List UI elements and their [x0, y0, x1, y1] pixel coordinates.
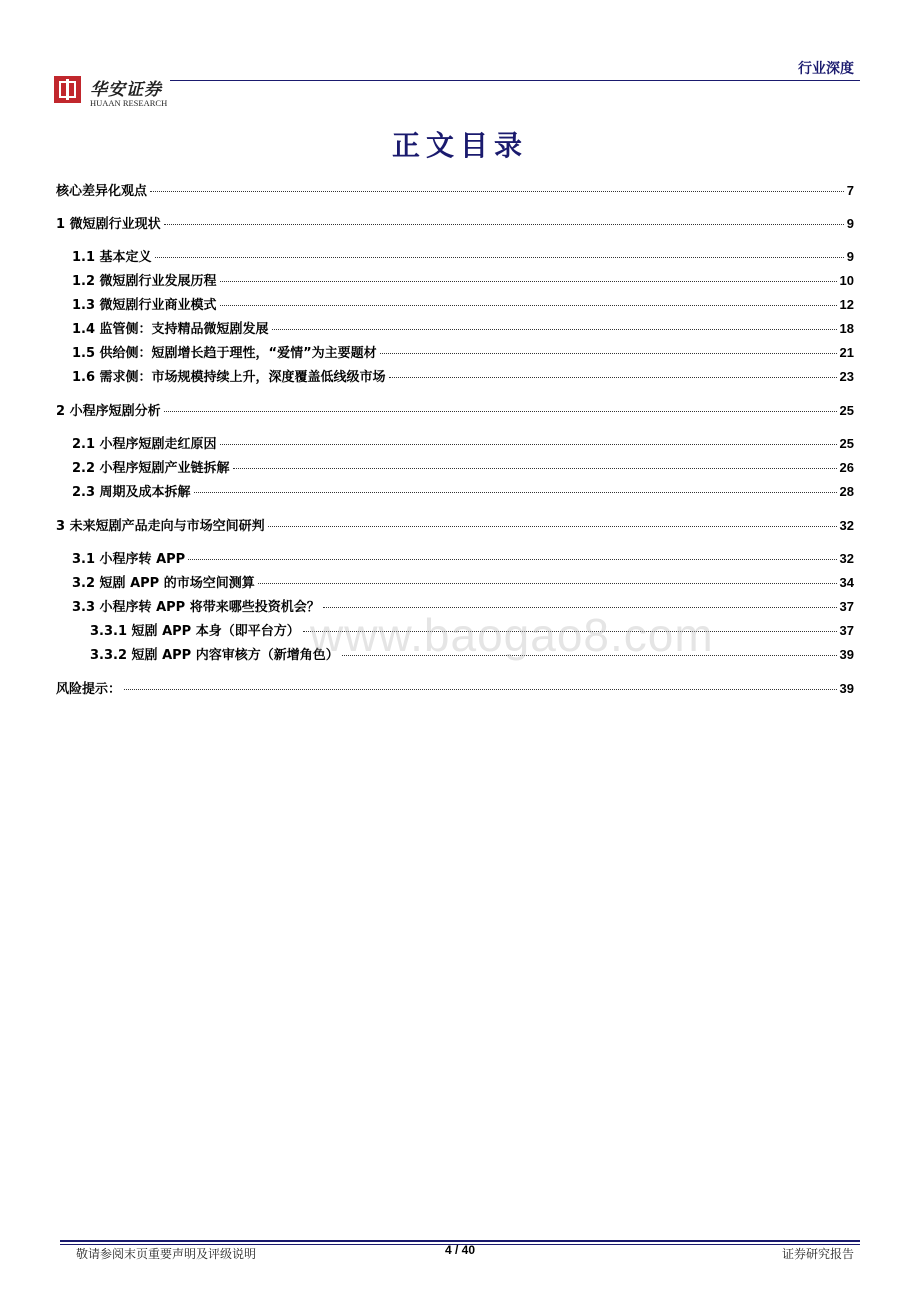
footer-report-label: 证券研究报告 — [781, 1247, 854, 1261]
toc-leader-dots — [220, 281, 837, 282]
toc-leader-dots — [124, 689, 837, 690]
toc-entry-page: 32 — [839, 518, 854, 533]
toc-entry-label: 3.3.1 短剧 APP 本身（即平台方） — [90, 624, 300, 639]
toc-entry-label: 3.3.2 短剧 APP 内容审核方（新增角色） — [90, 648, 339, 663]
toc-leader-dots — [188, 559, 836, 560]
toc-entry-page: 10 — [839, 273, 854, 288]
toc-entry-risk[interactable] — [56, 680, 854, 699]
toc-entry-page: 34 — [839, 575, 854, 590]
logo-seal-icon — [54, 76, 81, 103]
footer-disclaimer: 敬请参阅末页重要声明及评级说明 — [76, 1247, 257, 1261]
header-divider — [170, 80, 860, 81]
toc-entry-page: 9 — [846, 249, 854, 264]
toc-leader-dots — [155, 257, 844, 258]
toc-entry-page: 25 — [839, 436, 854, 451]
toc-entry-page: 25 — [839, 403, 854, 418]
toc-entry-label: 2.3 周期及成本拆解 — [72, 485, 191, 500]
toc-leader-dots — [150, 191, 844, 192]
toc-entry-1-2[interactable] — [72, 272, 854, 291]
toc-entry-label: 1.1 基本定义 — [72, 250, 152, 265]
toc-leader-dots — [220, 444, 837, 445]
toc-entry-label: 1.5 供给侧：短剧增长趋于理性，“爱情”为主要题材 — [72, 346, 377, 361]
toc-entry-section-3[interactable] — [56, 517, 854, 536]
toc-entry-1-4[interactable] — [72, 320, 854, 339]
toc-entry-core-views[interactable] — [56, 182, 854, 201]
toc-leader-dots — [380, 353, 837, 354]
toc-entry-page: 21 — [839, 345, 854, 360]
page-title: 正文目录 — [391, 129, 528, 162]
toc-entry-1-1[interactable] — [72, 248, 854, 267]
toc-entry-label: 核心差异化观点 — [56, 184, 148, 199]
toc-entry-label: 1.4 监管侧：支持精品微短剧发展 — [72, 322, 269, 337]
watermark: www.baogao8.com — [310, 609, 714, 661]
toc-leader-dots — [220, 305, 837, 306]
toc-entry-page: 39 — [839, 647, 854, 662]
report-type-tag: 行业深度 — [798, 61, 854, 77]
toc-entry-2-3[interactable] — [72, 483, 854, 502]
company-logo — [54, 76, 174, 112]
toc-entry-section-2[interactable] — [56, 402, 854, 421]
toc-leader-dots — [272, 329, 837, 330]
toc-entry-label: 3.2 短剧 APP 的市场空间测算 — [72, 576, 255, 591]
toc-entry-label: 1.2 微短剧行业发展历程 — [72, 274, 217, 289]
toc-entry-label: 1 微短剧行业现状 — [56, 217, 161, 232]
page-number: 4 / 40 — [444, 1243, 476, 1257]
toc-entry-page: 39 — [839, 681, 854, 696]
toc-entry-page: 26 — [839, 460, 854, 475]
toc-entry-1-3[interactable] — [72, 296, 854, 315]
toc-entry-label: 3.1 小程序转 APP — [72, 552, 186, 567]
toc-entry-3-2[interactable] — [72, 574, 854, 593]
toc-leader-dots — [164, 224, 844, 225]
toc-leader-dots — [164, 411, 837, 412]
toc-entry-label: 3 未来短剧产品走向与市场空间研判 — [56, 519, 265, 534]
toc-entry-page: 28 — [839, 484, 854, 499]
toc-entry-label: 1.3 微短剧行业商业模式 — [72, 298, 217, 313]
toc-entry-label: 2 小程序短剧分析 — [56, 404, 161, 419]
toc-entry-page: 23 — [839, 369, 854, 384]
toc-entry-page: 32 — [839, 551, 854, 566]
toc-entry-label: 2.2 小程序短剧产业链拆解 — [72, 461, 230, 476]
toc-entry-3-1[interactable] — [72, 550, 854, 569]
toc-leader-dots — [233, 468, 837, 469]
toc-entry-page: 9 — [846, 216, 854, 231]
toc-entry-page: 7 — [846, 183, 854, 198]
toc-leader-dots — [258, 583, 837, 584]
toc-entry-label: 风险提示： — [56, 682, 122, 697]
toc-leader-dots — [389, 377, 837, 378]
toc-entry-label: 3.3 小程序转 APP 将带来哪些投资机会？ — [72, 600, 320, 615]
logo-chinese-name: 华安证券 — [90, 80, 162, 100]
toc-entry-page: 37 — [839, 623, 854, 638]
toc-leader-dots — [268, 526, 837, 527]
toc-leader-dots — [194, 492, 837, 493]
toc-entry-1-6[interactable] — [72, 368, 854, 387]
toc-entry-2-1[interactable] — [72, 435, 854, 454]
toc-entry-page: 12 — [839, 297, 854, 312]
toc-entry-2-2[interactable] — [72, 459, 854, 478]
toc-entry-section-1[interactable] — [56, 215, 854, 234]
logo-english-name: HUAAN RESEARCH — [90, 98, 168, 108]
toc-entry-1-5[interactable] — [72, 344, 854, 363]
toc-entry-label: 1.6 需求侧：市场规模持续上升，深度覆盖低线级市场 — [72, 370, 386, 385]
toc-entry-page: 37 — [839, 599, 854, 614]
toc-entry-page: 18 — [839, 321, 854, 336]
toc-entry-label: 2.1 小程序短剧走红原因 — [72, 437, 217, 452]
footer-divider — [60, 1240, 860, 1242]
